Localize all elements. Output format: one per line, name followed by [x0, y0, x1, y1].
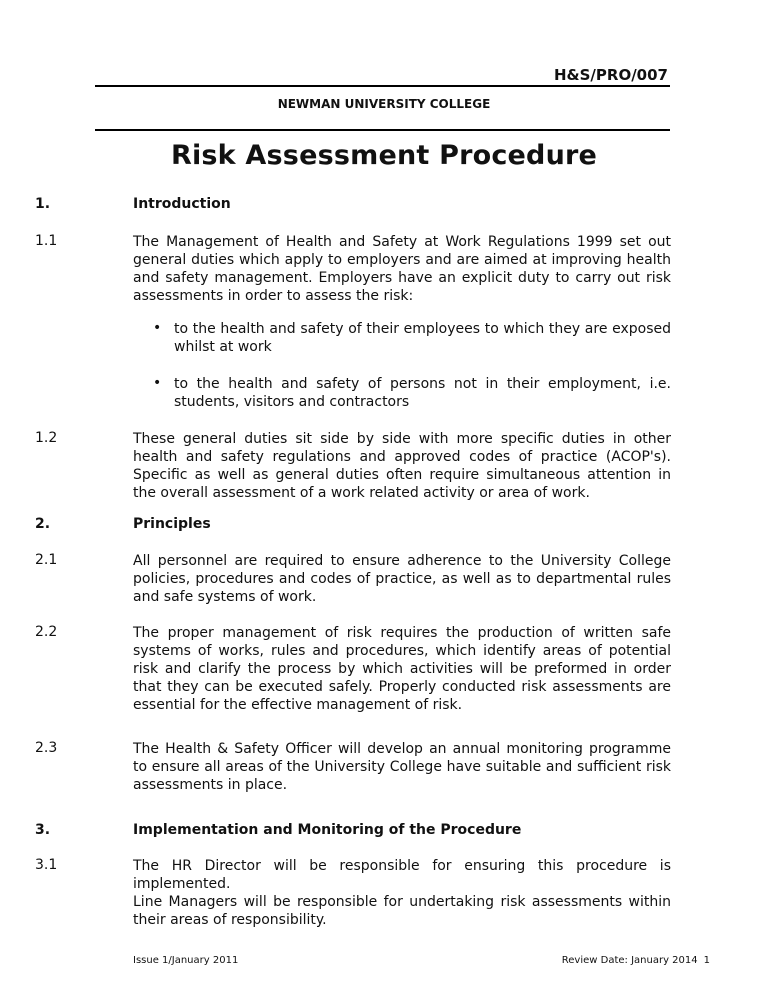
footer-issue: Issue 1/January 2011 [133, 955, 239, 966]
paragraph-text: All personnel are required to ensure adherence to the University College policies, procedures and codes of practice, as well as to departmental rules and safe systems of work. [133, 553, 671, 605]
bullet-icon: • [153, 375, 162, 391]
section-number: 3. [35, 822, 51, 838]
paragraph-number: 1.1 [35, 233, 58, 249]
header-rule-top [95, 85, 670, 87]
paragraph-number: 2.1 [35, 552, 58, 568]
paragraph-text: The Management of Health and Safety at Work Regulations 1999 set out general duties which apply to employers and are aimed at improving health and safety management. Employers have an explicit duty to carry out risk assessments in order to assess the risk: [133, 234, 671, 304]
paragraph-number: 2.2 [35, 624, 58, 640]
paragraph-text: Line Managers will be responsible for undertaking risk assessments within their areas of responsibility. [133, 894, 671, 928]
paragraph-number: 1.2 [35, 430, 58, 446]
footer-review-date: Review Date: January 2014 [561, 955, 698, 966]
paragraph-text: These general duties sit side by side with more specific duties in other health and safety regulations and approved codes of practice (ACOP's). Specific as well as general duties often require simultaneous attention in the overall assessment of a work related activity or area of work. [133, 431, 671, 501]
paragraph-number: 2.3 [35, 740, 58, 756]
paragraph-number: 3.1 [35, 857, 58, 873]
paragraph-text: The HR Director will be responsible for ensuring this procedure is implemented. [133, 858, 671, 892]
section-heading: Principles [133, 516, 211, 532]
page-number: 1 [703, 955, 710, 966]
header-rule-bottom [95, 129, 670, 131]
section-number: 1. [35, 196, 51, 212]
section-heading: Introduction [133, 196, 231, 212]
bullet-item: to the health and safety of persons not in their employment, i.e. students, visitors and contractors [174, 376, 671, 410]
paragraph-text: The proper management of risk requires the production of written safe systems of works, rules and procedures, which identify areas of potential risk and clarify the process by which activities will be preformed in order that they can be executed safely. Properly conducted risk assessments are essential for the effective management of risk. [133, 625, 671, 713]
bullet-item: to the health and safety of their employees to which they are exposed whilst at work [174, 321, 671, 355]
section-number: 2. [35, 516, 51, 532]
organisation-name: NEWMAN UNIVERSITY COLLEGE [277, 97, 491, 111]
bullet-icon: • [153, 320, 162, 336]
paragraph-text: The Health & Safety Officer will develop an annual monitoring programme to ensure all areas of the University College have suitable and sufficient risk assessments in place. [133, 741, 671, 793]
page-title: Risk Assessment Procedure [170, 140, 598, 171]
document-reference: H&S/PRO/007 [553, 66, 668, 84]
footer-review [562, 955, 710, 966]
section-heading: Implementation and Monitoring of the Procedure [133, 822, 522, 838]
